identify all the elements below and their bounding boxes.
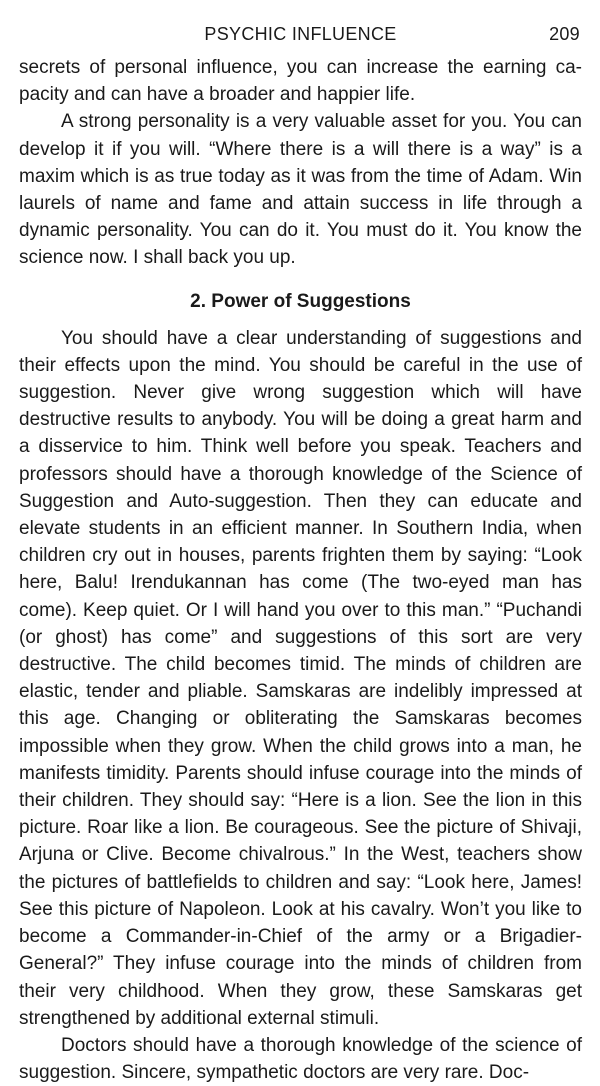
paragraph-doctors: Doctors should have a thorough knowledge of the science of suggestion. Sincere, sympathetic doctors are very rare. Doc-: [19, 1034, 582, 1084]
page-number: 209: [549, 24, 580, 44]
body-text: [19, 54, 582, 1086]
running-title: PSYCHIC INFLUENCE: [204, 24, 397, 44]
paragraph-suggestions: You should have a clear understanding of suggestions and their effects upon the mind. You should be careful in the use of suggestion. Never give wrong suggestion which will have destructive results to anybody. You will be doing a great harm and a disservice to him. Think well before you speak. Teachers and professors should have a thorough knowledge of the Science of Suggestion and Auto-suggestion. Then they can educate and elevate students in an efficient manner. In Southern India, when children cry out in houses, parents frighten them by saying: “Look here, Balu! Irendukannan has come (The two-eyed man has come). Keep quiet. Or I will hand you over to this man.” “Puchandi (or ghost) has come” and suggestions of this sort are very destructive. The child becomes timid. The minds of children are elastic, tender and pliable. Samskaras are indelibly impressed at this age. Changing or obliterating the Samskaras becomes impossible when they grow. When the child grows into a man, he manifests timidity. Parents should infuse courage into the minds of their children. They should say: “Here is a lion. See the lion in this picture. Roar like a lion. Be courageous. See the picture of Shivaji, Arjuna or Clive. Become chivalrous.” In the West, teachers show the pictures of battlefields to children and say: “Look here, James! See this picture of Napoleon. Look at his cavalry. Won’t you like to become a Commander-in-Chief of the army or a Brigadier-General?” They infuse courage into the minds of children from their very childhood. When they grow, these Samskaras get strengthened by additional external stimuli.: [19, 327, 582, 1029]
running-head: [19, 20, 582, 54]
paragraph-personality: A strong personality is a very valuable asset for you. You can develop it if you will. “Where there is a will there is a way” is a maxim which is as true today as it was from the time of Adam. Win laurels of name and fame and attain success in life through a dynamic personality. You can do it. You must do it. You know the science now. I shall back you up.: [19, 111, 582, 269]
section-heading: 2. Power of Suggestions: [190, 290, 411, 312]
paragraph-continued: secrets of personal influence, you can increase the earning capacity and can have a broader and happier life.: [19, 57, 582, 106]
